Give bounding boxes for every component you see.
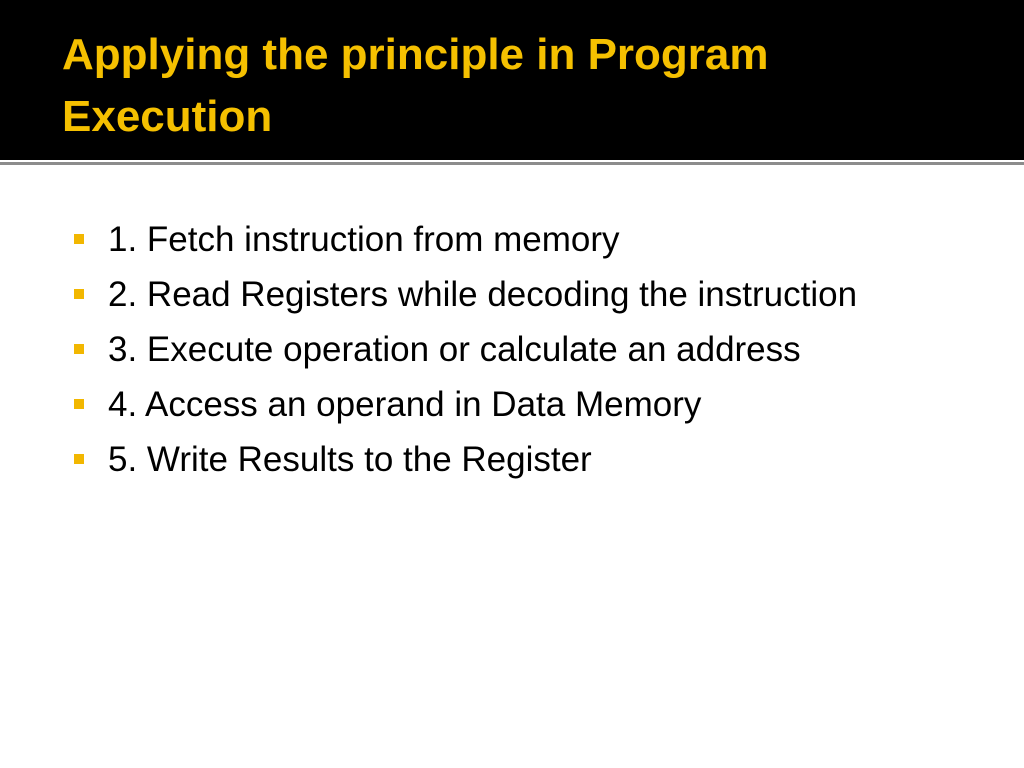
bullet-item bbox=[72, 212, 972, 267]
square-bullet-icon bbox=[74, 289, 84, 299]
square-bullet-icon bbox=[74, 344, 84, 354]
bullet-text: 2. Read Registers while decoding the instruction bbox=[108, 275, 858, 314]
title-divider bbox=[0, 160, 1024, 166]
square-bullet-icon bbox=[74, 234, 84, 244]
square-bullet-icon bbox=[74, 454, 84, 464]
title-bar bbox=[0, 0, 1024, 160]
slide-title: Applying the principle in Program Execution bbox=[62, 30, 769, 141]
bullet-text: 4. Access an operand in Data Memory bbox=[108, 385, 702, 424]
bullet-item bbox=[72, 432, 972, 487]
bullet-item bbox=[72, 377, 972, 432]
bullet-item bbox=[72, 322, 972, 377]
bullet-list bbox=[72, 212, 972, 487]
bullet-text: 3. Execute operation or calculate an address bbox=[108, 330, 801, 369]
square-bullet-icon bbox=[74, 399, 84, 409]
bullet-text: 5. Write Results to the Register bbox=[108, 440, 592, 479]
bullet-item bbox=[72, 267, 972, 322]
bullet-text: 1. Fetch instruction from memory bbox=[108, 220, 620, 259]
